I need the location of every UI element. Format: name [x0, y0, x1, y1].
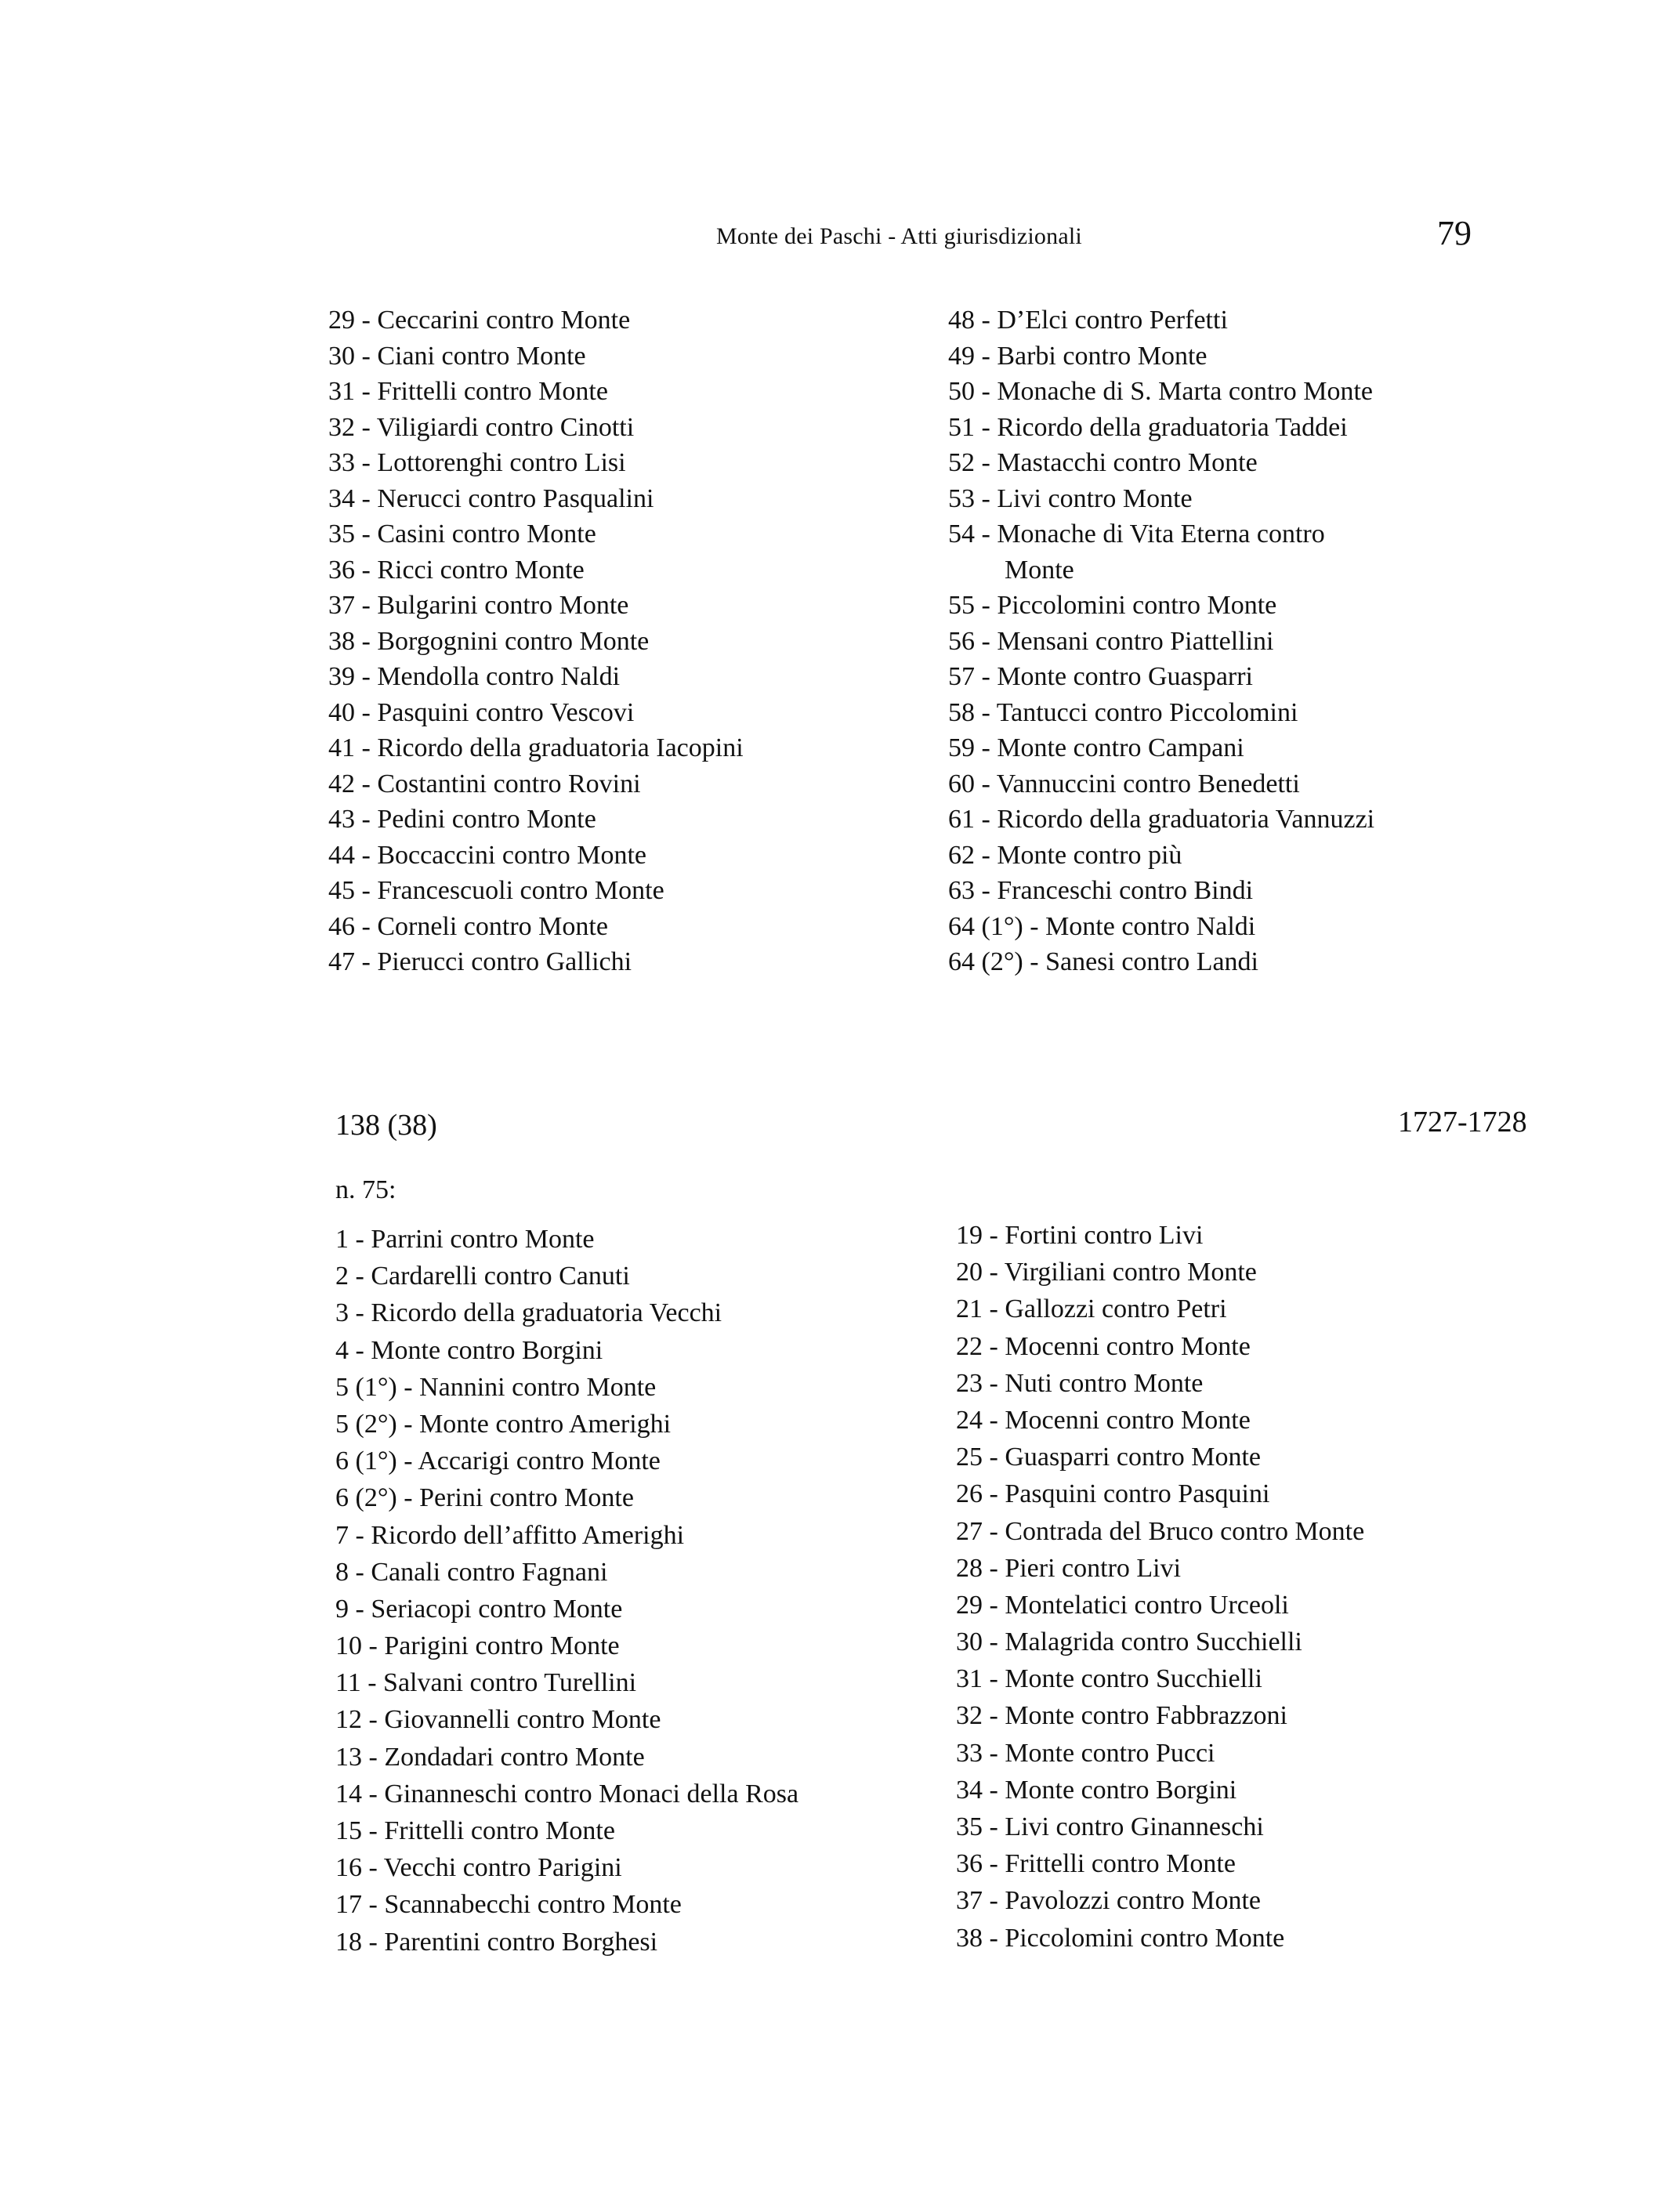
- list-item: 1 - Parrini contro Monte: [335, 1225, 595, 1254]
- list-item: 43 - Pedini contro Monte: [328, 805, 596, 834]
- list-item: 64 (2°) - Sanesi contro Landi: [948, 947, 1258, 976]
- list-item: 41 - Ricordo della graduatoria Iacopini: [328, 733, 744, 762]
- list-item: 5 (1°) - Nannini contro Monte: [335, 1372, 657, 1402]
- list-item: 18 - Parentini contro Borghesi: [335, 1927, 658, 1957]
- list-item: 32 - Viligiardi contro Cinotti: [328, 412, 635, 442]
- list-item: 61 - Ricordo della graduatoria Vannuzzi: [948, 805, 1375, 834]
- list-item: 31 - Frittelli contro Monte: [328, 377, 608, 406]
- list-item: 17 - Scannabecchi contro Monte: [335, 1890, 682, 1920]
- list-item: 27 - Contrada del Bruco contro Monte: [956, 1516, 1365, 1546]
- list-item: 29 - Montelatici contro Urceoli: [956, 1590, 1289, 1620]
- list-item: 13 - Zondadari contro Monte: [335, 1742, 645, 1772]
- section2-left-list: [335, 1221, 798, 1960]
- list-item: 29 - Ceccarini contro Monte: [328, 306, 631, 335]
- list-item: 44 - Boccaccini contro Monte: [328, 840, 646, 870]
- list-item-continuation: Monte: [1005, 555, 1074, 585]
- list-item: 10 - Parigini contro Monte: [335, 1631, 620, 1661]
- list-item: 54 - Monache di Vita Eterna contro: [948, 520, 1325, 548]
- header-title: Monte dei Paschi - Atti giurisdizionali: [716, 223, 1082, 249]
- list-item: 21 - Gallozzi contro Petri: [956, 1294, 1227, 1324]
- list-item: 56 - Mensani contro Piattellini: [948, 626, 1274, 656]
- section1-right-list: [948, 302, 1374, 980]
- list-item: 19 - Fortini contro Livi: [956, 1221, 1204, 1250]
- list-item: 30 - Malagrida contro Succhielli: [956, 1627, 1302, 1657]
- list-item: 38 - Piccolomini contro Monte: [956, 1923, 1285, 1953]
- list-item: 23 - Nuti contro Monte: [956, 1368, 1204, 1398]
- list-item: 5 (2°) - Monte contro Amerighi: [335, 1409, 672, 1439]
- list-item: 30 - Ciani contro Monte: [328, 341, 586, 371]
- list-item: 20 - Virgiliani contro Monte: [956, 1258, 1257, 1287]
- section2-right-list: [956, 1217, 1364, 1957]
- list-item: 6 (2°) - Perini contro Monte: [335, 1483, 634, 1513]
- list-item: 64 (1°) - Monte contro Naldi: [948, 911, 1256, 941]
- list-item: 55 - Piccolomini contro Monte: [948, 591, 1277, 620]
- list-item: 14 - Ginanneschi contro Monaci della Rosa: [335, 1779, 799, 1808]
- list-item: 33 - Lottorenghi contro Lisi: [328, 448, 626, 477]
- list-item: 62 - Monte contro più: [948, 840, 1182, 870]
- list-item: 26 - Pasquini contro Pasquini: [956, 1479, 1270, 1509]
- list-item: 4 - Monte contro Borgini: [335, 1335, 603, 1365]
- unit-count: n. 75:: [335, 1175, 396, 1204]
- list-item: 52 - Mastacchi contro Monte: [948, 448, 1258, 477]
- list-item: 48 - D’Elci contro Perfetti: [948, 306, 1228, 335]
- list-item: 36 - Frittelli contro Monte: [956, 1849, 1236, 1879]
- list-item: 53 - Livi contro Monte: [948, 483, 1193, 513]
- list-item: 58 - Tantucci contro Piccolomini: [948, 697, 1298, 727]
- page-number: 79: [1437, 214, 1472, 252]
- list-item: 28 - Pieri contro Livi: [956, 1553, 1182, 1583]
- list-item: 11 - Salvani contro Turellini: [335, 1668, 637, 1698]
- list-item: 39 - Mendolla contro Naldi: [328, 662, 621, 691]
- list-item: 35 - Casini contro Monte: [328, 520, 596, 548]
- list-item: 60 - Vannuccini contro Benedetti: [948, 769, 1300, 798]
- section1-left-list: [328, 302, 744, 980]
- list-item: 31 - Monte contro Succhielli: [956, 1664, 1262, 1694]
- list-item: 33 - Monte contro Pucci: [956, 1738, 1215, 1768]
- list-item: 49 - Barbi contro Monte: [948, 341, 1208, 371]
- list-item: 24 - Mocenni contro Monte: [956, 1405, 1251, 1435]
- list-item: 36 - Ricci contro Monte: [328, 555, 585, 585]
- list-item: 50 - Monache di S. Marta contro Monte: [948, 377, 1373, 406]
- list-item: 34 - Nerucci contro Pasqualini: [328, 483, 654, 513]
- list-item: 35 - Livi contro Ginanneschi: [956, 1812, 1264, 1841]
- list-item: 34 - Monte contro Borgini: [956, 1775, 1237, 1805]
- list-item: 40 - Pasquini contro Vescovi: [328, 697, 635, 727]
- list-item: 46 - Corneli contro Monte: [328, 911, 608, 941]
- list-item: 59 - Monte contro Campani: [948, 733, 1244, 762]
- list-item: 6 (1°) - Accarigi contro Monte: [335, 1446, 661, 1476]
- list-item: 25 - Guasparri contro Monte: [956, 1443, 1262, 1472]
- list-item: 22 - Mocenni contro Monte: [956, 1331, 1251, 1361]
- unit-code: 138 (38): [335, 1109, 437, 1142]
- list-item: 8 - Canali contro Fagnani: [335, 1557, 608, 1587]
- list-item: 42 - Costantini contro Rovini: [328, 769, 641, 798]
- list-item: 16 - Vecchi contro Parigini: [335, 1853, 622, 1883]
- list-item: 47 - Pierucci contro Gallichi: [328, 947, 632, 976]
- list-item: 63 - Franceschi contro Bindi: [948, 876, 1254, 905]
- unit-date: 1727-1728: [1398, 1106, 1527, 1139]
- list-item: 51 - Ricordo della graduatoria Taddei: [948, 412, 1348, 442]
- list-item: 9 - Seriacopi contro Monte: [335, 1594, 623, 1624]
- list-item: 7 - Ricordo dell’affitto Amerighi: [335, 1520, 685, 1550]
- list-item: 57 - Monte contro Guasparri: [948, 662, 1254, 691]
- list-item: 3 - Ricordo della graduatoria Vecchi: [335, 1298, 722, 1328]
- list-item: 45 - Francescuoli contro Monte: [328, 876, 664, 905]
- list-item: 37 - Bulgarini contro Monte: [328, 591, 629, 620]
- list-item: 38 - Borgognini contro Monte: [328, 626, 650, 656]
- list-item: 12 - Giovannelli contro Monte: [335, 1705, 661, 1735]
- list-item: 2 - Cardarelli contro Canuti: [335, 1262, 630, 1291]
- list-item: 32 - Monte contro Fabbrazzoni: [956, 1701, 1287, 1731]
- list-item: 15 - Frittelli contro Monte: [335, 1816, 615, 1845]
- list-item: 37 - Pavolozzi contro Monte: [956, 1886, 1262, 1916]
